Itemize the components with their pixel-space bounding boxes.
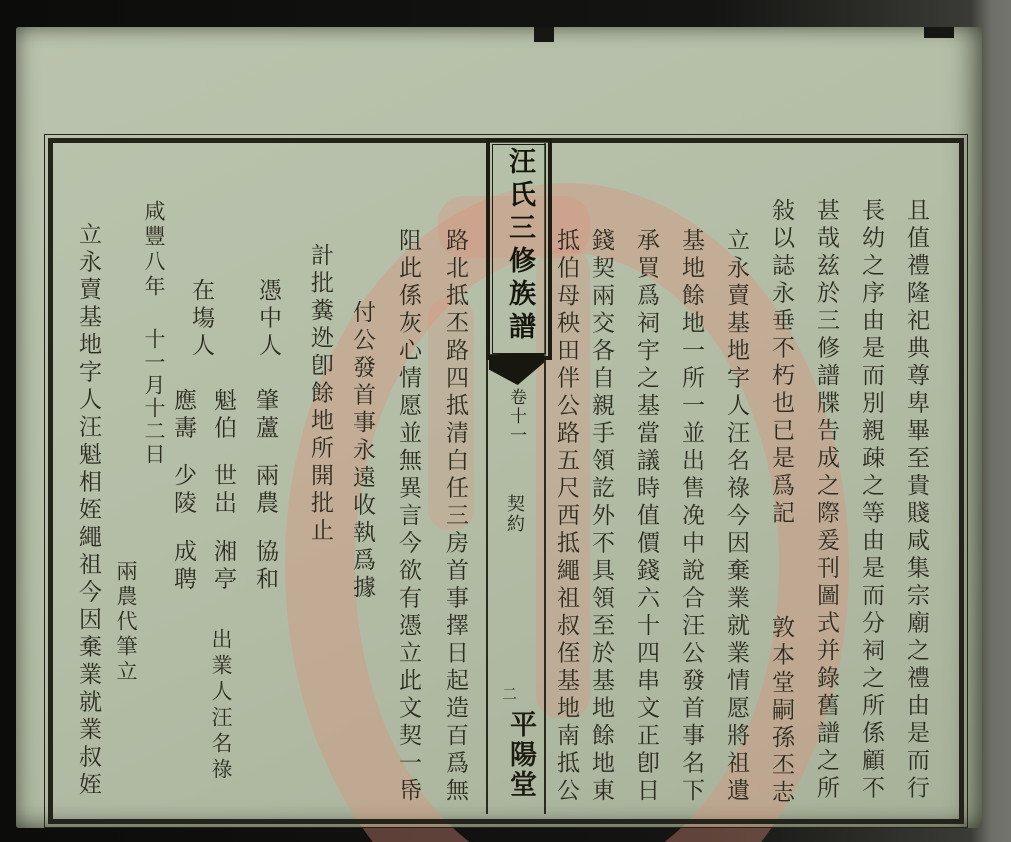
deed-column: 抵伯母秧田伴公路五尺西抵繩祖叔侄基地南抵公 (553, 228, 579, 806)
deed-column: 立永賣基地字人汪名祿今因棄業就業情愿將祖遺 (723, 228, 749, 806)
deed-note: 計批糞迯卽餘地所開批止 (307, 243, 333, 546)
page-number: 二 (500, 686, 518, 706)
onsite-heading: 在塲人 (188, 278, 214, 361)
deed-column: 錢契兩交各自親手領訖外不具領至於基地餘地東 (588, 228, 614, 806)
essay-column: 敍以誌永垂不朽也已是爲記 (768, 198, 794, 528)
deed-date-day: 十一月十二日 (142, 328, 166, 466)
section-label: 契約 (504, 494, 525, 534)
essay-column: 甚哉兹於三修譜牒告成之際爰刊圖式并錄舊譜之所 (813, 198, 839, 803)
witness-name: 世岀 (210, 463, 236, 518)
volume-title-box (486, 138, 552, 360)
essay-column: 長幼之序由是而別親疎之等由是而分祠之所係顧不 (858, 198, 884, 803)
witness-name: 協和 (252, 539, 278, 594)
hall-name: 平陽堂 (505, 710, 536, 800)
onsite-name: 少陵 (170, 463, 196, 518)
seller-name: 出業人汪名祿 (209, 628, 233, 784)
volume-title: 汪氏三修族譜 (504, 147, 535, 345)
deed-column: 路北抵丕路四抵清白任三房首事擇日起造百爲無 (442, 228, 468, 806)
top-notch-center (534, 27, 554, 42)
onsite-name: 應夀 (170, 388, 196, 443)
top-notch-right (924, 27, 954, 38)
deed-closing: 付公發首事永遠收執爲據 (349, 300, 375, 603)
deed-date-era: 咸豐八年 (142, 200, 166, 300)
deed-column: 阻此係灰心情愿並無異言今欲有憑立此文契一帋 (395, 228, 421, 806)
witnesses-heading: 憑中人 (255, 278, 281, 361)
next-deed-column: 立永賣基地字人汪魁相姪繩祖今因棄業就業叔姪 (75, 222, 101, 800)
witness-name: 魁伯 (210, 388, 236, 443)
onsite-name: 成聘 (170, 539, 196, 594)
deed-column: 基地餘地一所一並出售凂中說合汪公發首事名下 (678, 228, 704, 806)
deed-column: 承買爲祠宇之基當議時值價錢六十四串文正卽日 (633, 228, 659, 806)
volume-label: 卷十一 (506, 388, 526, 445)
witness-name: 兩農 (252, 463, 278, 518)
scribe-line: 兩農代筆立 (114, 560, 138, 685)
volume-title-inner-border (492, 144, 546, 354)
witness-name: 肇蘆 (252, 388, 278, 443)
witness-name: 湘亭 (210, 539, 236, 594)
essay-signature: 敦本堂嗣孫丕志 (768, 615, 794, 808)
essay-column: 且值禮隆祀典尊卑畢至貴賤咸集宗廟之禮由是而行 (903, 198, 929, 803)
